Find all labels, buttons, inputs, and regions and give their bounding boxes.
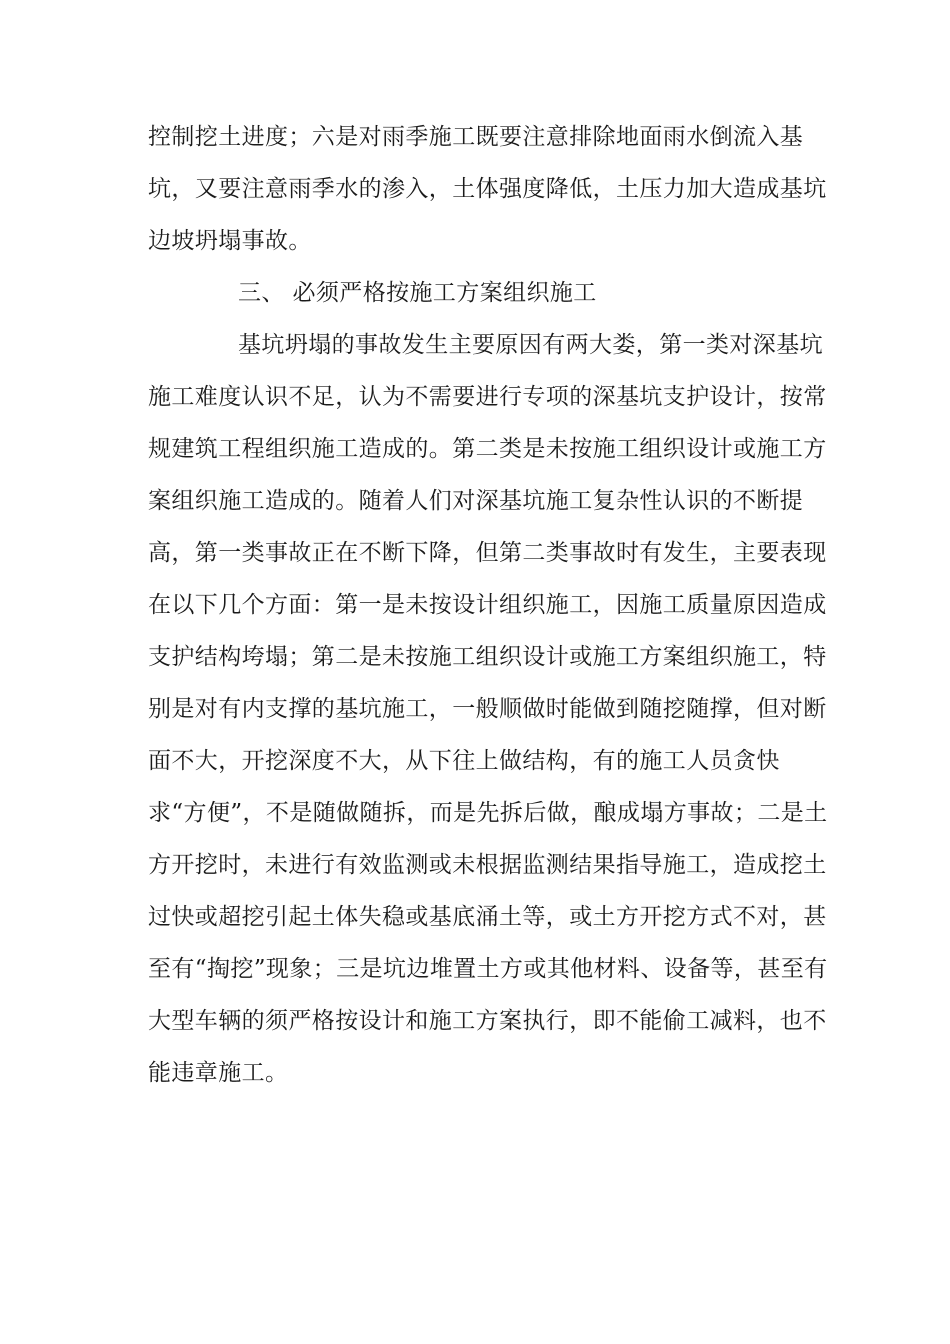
paragraph-line: 高，第一类事故正在不断下降，但第二类事故时有发生，主要表现	[148, 540, 827, 566]
paragraph-line: 施工难度认识不足，认为不需要进行专项的深基坑支护设计，按常	[148, 384, 827, 410]
paragraph-line: 别是对有内支撑的基坑施工，一般顺做时能做到随挖随撑，但对断	[148, 696, 827, 722]
paragraph-line: 控制挖土进度；六是对雨季施工既要注意排除地面雨水倒流入基	[148, 124, 804, 150]
paragraph-line: 边坡坍塌事故。	[148, 228, 312, 254]
paragraph-line: 过快或超挖引起土体失稳或基底涌土等，或土方开挖方式不对，甚	[148, 904, 827, 930]
paragraph-line: 在以下几个方面：第一是未按设计组织施工，因施工质量原因造成	[148, 592, 827, 618]
paragraph-line: 坑，又要注意雨季水的渗入，土体强度降低，土压力加大造成基坑	[148, 176, 827, 202]
paragraph-line: 案组织施工造成的。随着人们对深基坑施工复杂性认识的不断提	[148, 488, 804, 514]
paragraph-line: 能违章施工。	[148, 1060, 289, 1086]
paragraph-line: 求“方便”，不是随做随拆，而是先拆后做，酿成塌方事故；二是土	[148, 800, 828, 826]
paragraph-line: 方开挖时，未进行有效监测或未根据监测结果指导施工，造成挖土	[148, 852, 827, 878]
section-heading: 三、 必须严格按施工方案组织施工	[238, 280, 597, 306]
paragraph-line: 大型车辆的须严格按设计和施工方案执行，即不能偷工减料，也不	[148, 1008, 827, 1034]
paragraph-line: 基坑坍塌的事故发生主要原因有两大娄，第一类对深基坑	[238, 332, 823, 358]
paragraph-line: 支护结构垮塌；第二是未按施工组织设计或施工方案组织施工，特	[148, 644, 827, 670]
paragraph-line: 至有“掏挖”现象；三是坑边堆置土方或其他材料、设备等，甚至有	[148, 956, 828, 982]
paragraph-line: 面不大，开挖深度不大，从下往上做结构，有的施工人员贪快	[148, 748, 780, 774]
paragraph-line: 规建筑工程组织施工造成的。第二类是未按施工组织设计或施工方	[148, 436, 827, 462]
